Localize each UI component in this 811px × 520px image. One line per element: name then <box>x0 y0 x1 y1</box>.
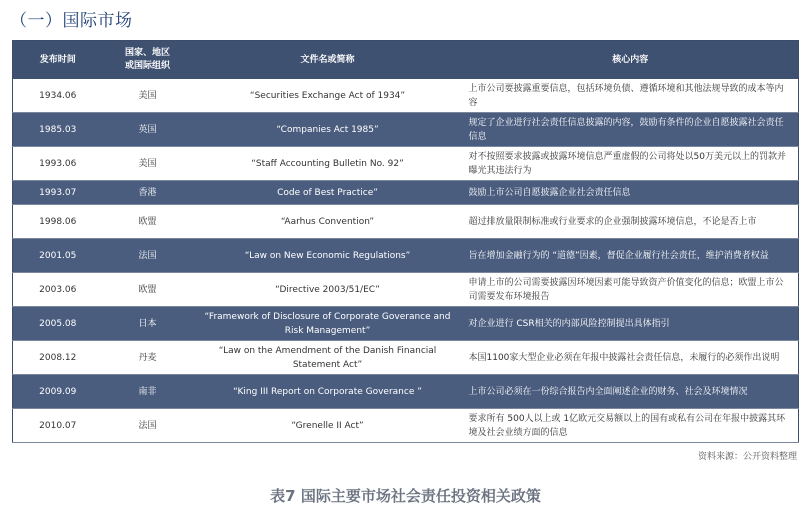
table-row <box>13 307 799 341</box>
cell-document: “King III Report on Corporate Goverance ” <box>193 375 463 409</box>
cell-region: 香港 <box>103 181 193 205</box>
cell-date: 1934.06 <box>13 79 103 113</box>
table-row <box>13 113 799 147</box>
cell-content: 上市公司要披露重要信息，包括环境负债、遵循环境和其他法规导致的成本等内容 <box>463 79 799 113</box>
table-row <box>13 147 799 181</box>
cell-region: 英国 <box>103 113 193 147</box>
cell-region: 欧盟 <box>103 205 193 239</box>
policy-table <box>12 40 799 443</box>
cell-content: 上市公司必须在一份综合报告内全面阐述企业的财务、社会及环境情况 <box>463 375 799 409</box>
cell-content: 超过排放量限制标准或行业要求的企业强制披露环境信息，不论是否上市 <box>463 205 799 239</box>
cell-date: 1985.03 <box>13 113 103 147</box>
cell-date: 2010.07 <box>13 409 103 443</box>
cell-document: “Law on New Economic Regulations” <box>193 239 463 273</box>
cell-content: 鼓励上市公司自愿披露企业社会责任信息 <box>463 181 799 205</box>
cell-region: 日本 <box>103 307 193 341</box>
table-caption: 表7 国际主要市场社会责任投资相关政策 <box>270 487 541 505</box>
header-date: 发布时间 <box>13 41 103 80</box>
source-note: 资料来源：公开资料整理 <box>697 452 797 462</box>
cell-region: 欧盟 <box>103 273 193 307</box>
cell-region: 法国 <box>103 409 193 443</box>
cell-document: “Companies Act 1985” <box>193 113 463 147</box>
cell-region: 法国 <box>103 239 193 273</box>
table-row <box>13 181 799 205</box>
cell-date: 2001.05 <box>13 239 103 273</box>
cell-document: Code of Best Practice” <box>193 181 463 205</box>
cell-date: 2005.08 <box>13 307 103 341</box>
cell-document: “Law on the Amendment of the Danish Financial Statement Act” <box>193 341 463 375</box>
table-row <box>13 375 799 409</box>
cell-region: 美国 <box>103 147 193 181</box>
cell-content: 对不按照要求披露或披露环境信息严重虚假的公司将处以50万美元以上的罚款并曝光其违法行为 <box>463 147 799 181</box>
cell-date: 2003.06 <box>13 273 103 307</box>
header-region: 国家、地区 或国际组织 <box>103 41 193 80</box>
table-row <box>13 273 799 307</box>
table-row <box>13 79 799 113</box>
header-content: 核心内容 <box>463 41 799 80</box>
section-title: （一）国际市场 <box>10 11 133 31</box>
cell-region: 美国 <box>103 79 193 113</box>
cell-content: 申请上市的公司需要披露因环境因素可能导致资产价值变化的信息；欧盟上市公司需要发布环境报告 <box>463 273 799 307</box>
cell-date: 2009.09 <box>13 375 103 409</box>
cell-document: “Securities Exchange Act of 1934” <box>193 79 463 113</box>
header-document: 文件名或简称 <box>193 41 463 80</box>
table-row <box>13 205 799 239</box>
cell-region: 丹麦 <box>103 341 193 375</box>
cell-content: 对企业进行 CSR相关的内部风险控制提出具体指引 <box>463 307 799 341</box>
cell-content: 规定了企业进行社会责任信息披露的内容，鼓励有条件的企业自愿披露社会责任信息 <box>463 113 799 147</box>
cell-region: 南非 <box>103 375 193 409</box>
cell-document: “Directive 2003/51/EC” <box>193 273 463 307</box>
table-header-row <box>13 41 799 80</box>
cell-document: “Grenelle II Act” <box>193 409 463 443</box>
cell-content: 旨在增加金融行为的 “道德”因素，督促企业履行社会责任，维护消费者权益 <box>463 239 799 273</box>
cell-date: 1998.06 <box>13 205 103 239</box>
cell-content: 本国1100家大型企业必须在年报中披露社会责任信息，未履行的必须作出说明 <box>463 341 799 375</box>
table-row <box>13 239 799 273</box>
table-row <box>13 409 799 443</box>
cell-content: 要求所有 500人以上或 1亿欧元交易额以上的国有或私有公司在年报中披露其环境及社会业绩方面的信息 <box>463 409 799 443</box>
cell-document: “Staff Accounting Bulletin No. 92” <box>193 147 463 181</box>
cell-date: 2008.12 <box>13 341 103 375</box>
table-row <box>13 341 799 375</box>
cell-document: “Framework of Disclosure of Corporate Goverance and Risk Management” <box>193 307 463 341</box>
cell-date: 1993.07 <box>13 181 103 205</box>
cell-date: 1993.06 <box>13 147 103 181</box>
cell-document: “Aarhus Convention” <box>193 205 463 239</box>
